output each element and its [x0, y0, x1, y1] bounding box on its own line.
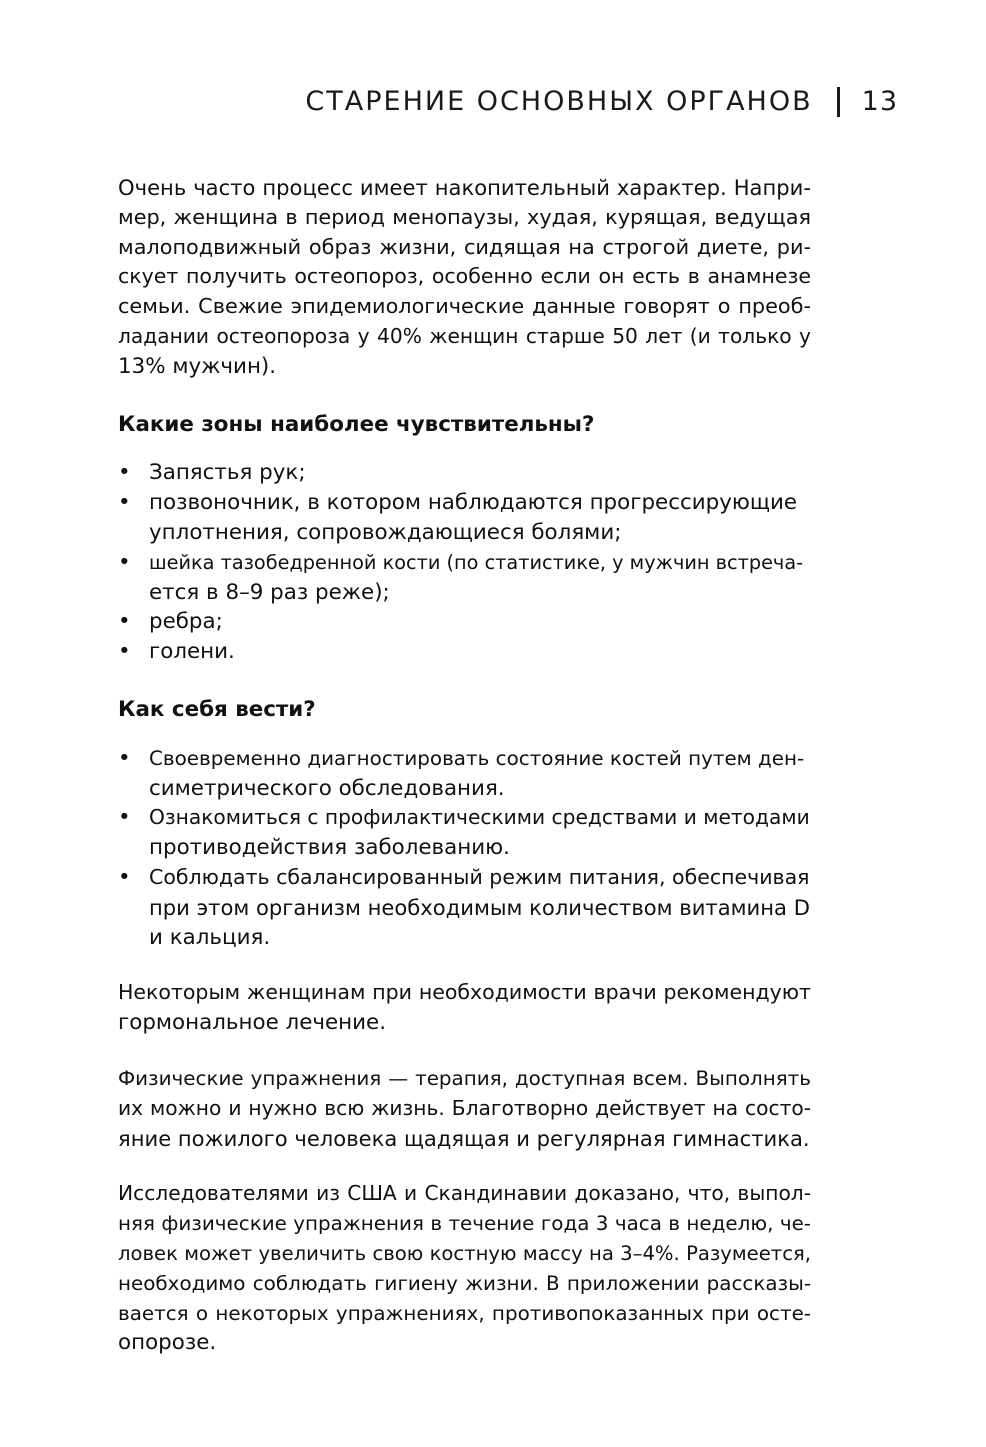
text-line: семьи. Свежие эпидемиологические данные говорят о преоб-: [118, 294, 811, 319]
text-line: вается о некоторых упражнениях, противопоказанных при осте-: [118, 1301, 811, 1325]
bullet-marker: •: [118, 460, 131, 486]
header-divider: [837, 87, 840, 117]
sensitive-zones-list: [118, 458, 811, 667]
running-title: СТАРЕНИЕ ОСНОВНЫХ ОРГАНОВ: [305, 86, 813, 117]
list-item-line: шейка тазобедренной кости (по статистике, у мужчин встреча-: [149, 550, 804, 574]
text-line: гормональное лечение.: [118, 1010, 387, 1036]
list-item-line: позвоночник, в котором наблюдаются прогрессирующие: [149, 490, 798, 516]
text-line: яние пожилого человека щадящая и регулярная гимнастика.: [118, 1125, 810, 1151]
list-item: [118, 637, 811, 667]
paragraph-accumulative: [118, 173, 811, 382]
bullet-marker: •: [118, 639, 131, 665]
list-item-line: ется в 8–9 раз реже);: [149, 579, 390, 605]
list-item: [118, 488, 811, 548]
list-item: [118, 744, 811, 804]
paragraph-physical-exercise: [118, 1064, 811, 1153]
list-item-line: уплотнения, сопровождающиеся болями;: [149, 519, 622, 545]
list-item-line: симетрического обследования.: [149, 775, 505, 801]
paragraph-hormonal-treatment: [118, 978, 811, 1038]
bullet-marker: •: [118, 490, 131, 516]
bullet-marker: •: [118, 745, 131, 771]
text-line: опорозе.: [118, 1330, 217, 1356]
text-line: малоподвижный образ жизни, сидящая на строгой диете, ри-: [118, 234, 811, 259]
bullet-marker: •: [118, 609, 131, 635]
text-line: Некоторым женщинам при необходимости врачи рекомендуют: [118, 980, 811, 1005]
list-item-line: голени.: [149, 639, 235, 665]
how-to-behave-list: [118, 744, 811, 953]
page-number: 13: [861, 86, 898, 117]
list-item-line: Ознакомиться с профилактическими средствами и методами: [149, 805, 810, 830]
text-line: Исследователями из США и Скандинавии доказано, что, выпол-: [118, 1181, 811, 1206]
bullet-marker: •: [118, 864, 131, 890]
text-line: 13% мужчин).: [118, 353, 277, 379]
list-item: [118, 803, 811, 863]
text-line: скует получить остеопороз, особенно если он есть в анамнезе: [118, 264, 811, 289]
text-line: няя физические упражнения в течение года 3 часа в неделю, че-: [118, 1212, 811, 1236]
bullet-marker: •: [118, 805, 131, 831]
text-line: Очень часто процесс имеет накопительный характер. Напри-: [118, 175, 811, 200]
text-line: Физические упражнения — терапия, доступная всем. Выполнять: [118, 1066, 811, 1090]
list-item-line: Запястья рук;: [149, 460, 306, 486]
list-item-line: противодействия заболеванию.: [149, 835, 510, 861]
text-line: ловек может увеличить свою костную массу на 3–4%. Разумеется,: [118, 1241, 811, 1265]
list-item: [118, 548, 811, 608]
list-item-line: Своевременно диагностировать состояние костей путем ден-: [149, 746, 805, 770]
list-item: [118, 607, 811, 637]
text-line: мер, женщина в период менопаузы, худая, курящая, ведущая: [118, 204, 811, 229]
list-item-line: Соблюдать сбалансированный режим питания, обеспечивая: [149, 864, 810, 889]
text-line: ладании остеопороза у 40% женщин старше 50 лет (и только у: [118, 323, 811, 348]
paragraph-research-findings: [118, 1179, 811, 1358]
text-line: их можно и нужно всю жизнь. Благотворно действует на состо-: [118, 1095, 811, 1120]
list-item-line: при этом организм необходимым количеством витамина D: [149, 894, 810, 920]
list-item-line: и кальция.: [149, 924, 271, 950]
running-header: [305, 86, 898, 118]
text-line: необходимо соблюдать гигиену жизни. В приложении рассказы-: [118, 1271, 811, 1295]
list-item-line: ребра;: [149, 609, 223, 635]
section-heading-sensitive-zones: Какие зоны наиболее чувствительны?: [118, 411, 595, 437]
bullet-marker: •: [118, 549, 131, 575]
list-item: [118, 458, 811, 488]
section-heading-how-to-behave: Как себя вести?: [118, 696, 316, 722]
list-item: [118, 863, 811, 952]
page-body: [118, 173, 811, 1358]
